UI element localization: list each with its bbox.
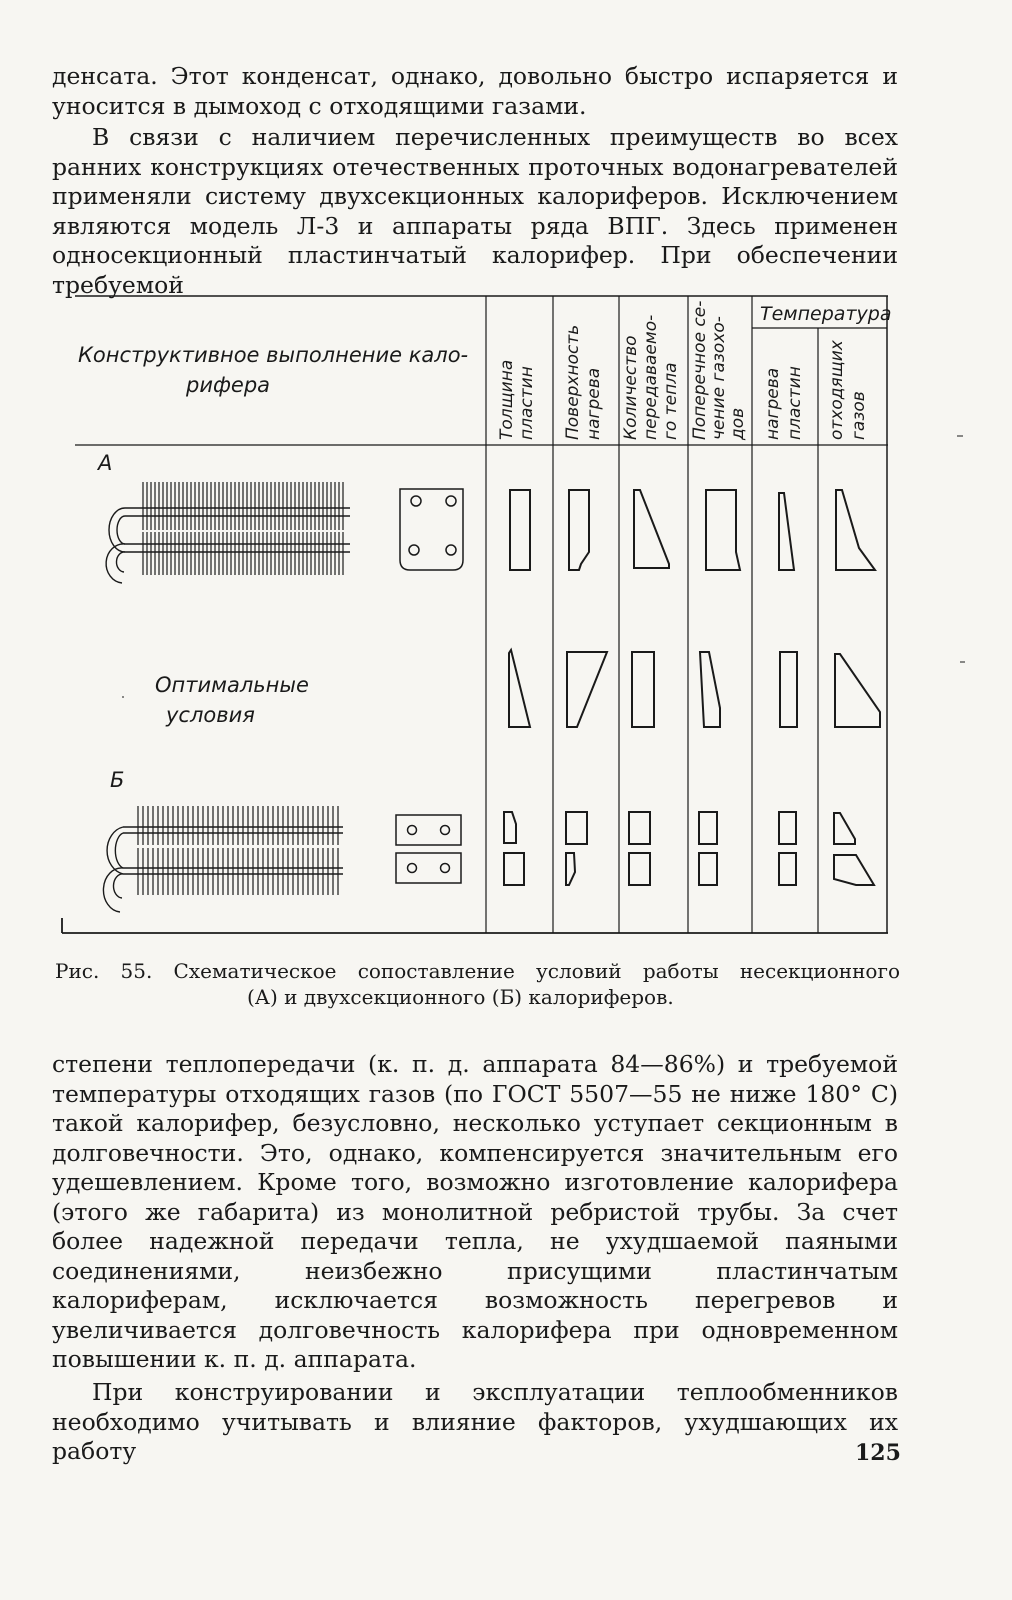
col-plate-heating-2: пластин — [785, 366, 805, 440]
heater-b-drawing — [103, 806, 343, 912]
row-label-b: Б — [110, 768, 125, 792]
row-a-symbols — [510, 490, 875, 570]
caption-line-1: Рис. 55. Схематическое сопоставление условий работы несекционного — [55, 959, 900, 983]
page-number: 125 — [855, 1440, 901, 1466]
paragraph-1: денсата. Этот конденсат, однако, довольно быстро испаряется и уносится в дымоход с отходящими газами. — [52, 62, 898, 120]
row-label-a: А — [98, 451, 113, 475]
col-plate-thickness-1: Толщина — [497, 359, 517, 440]
paragraph-2: В связи с наличием перечисленных преимуществ во всех ранних конструкциях отечественных проточных водонагревателей применяли систему двухсекционных калориферов. Исключением являются модель Л-3 и аппараты ряда ВПГ. Здесь применен односекционный пластинчатый калорифер. При обеспечении требуемой — [52, 123, 898, 299]
col-flue-gas-2: газов — [849, 391, 869, 440]
col-flue-gas-1: отходящих — [827, 340, 847, 440]
col-flue-section-3: дов — [728, 407, 748, 440]
optimal-symbols — [509, 650, 880, 727]
col-flue-section-1: Поперечное се- — [690, 300, 710, 440]
paragraph-3: степени теплопередачи (к. п. д. аппарата 84—86%) и требуемой температуры отходящих газов (по ГОСТ 5507—55 не ниже 180° С) такой калорифер, безусловно, несколько уступает секционным в долговечности. Это, однако, компенсируется значительным его удешевлением. Кроме того, возможно изготовление калорифера (этого же габарита) из монолитной ребристой трубы. За счет более надежной передачи тепла, не ухудшаемой паяными соединениями, неизбежно присущими пластинчатым калориферам, исключается возможность перегревов и увеличивается долговечность калорифера при одновременном повышении к. п. д. аппарата. — [52, 1050, 898, 1373]
optimal-conditions-1: Оптимальные — [155, 673, 309, 697]
col-plate-heating-1: нагрева — [763, 367, 783, 440]
col-heat-amount-3: го тепла — [661, 362, 681, 440]
col-heating-surface-2: нагрева — [584, 367, 604, 440]
heater-a-drawing — [106, 482, 350, 583]
caption-line-2: (А) и двухсекционного (Б) калориферов. — [247, 985, 674, 1009]
col-heat-amount-1: Количество — [621, 335, 641, 440]
header-temperature-group: Температура — [760, 303, 892, 325]
header-construction-label-1: Конструктивное выполнение кало- — [78, 343, 469, 367]
heater-b-section — [396, 815, 461, 883]
heater-a-section — [400, 489, 463, 570]
col-plate-thickness-2: пластин — [517, 366, 537, 440]
col-flue-section-2: чение газохо- — [709, 316, 729, 440]
optimal-conditions-2: условия — [166, 703, 255, 727]
col-heat-amount-2: передаваемо- — [641, 314, 661, 440]
figure-caption — [55, 958, 900, 1010]
col-heating-surface-1: Поверхность — [563, 324, 583, 440]
header-construction-label-2: рифера — [186, 373, 271, 397]
paragraph-4: При конструировании и эксплуатации теплообменников необходимо учитывать и влияние факторов, ухудшающих их работу — [52, 1378, 898, 1465]
